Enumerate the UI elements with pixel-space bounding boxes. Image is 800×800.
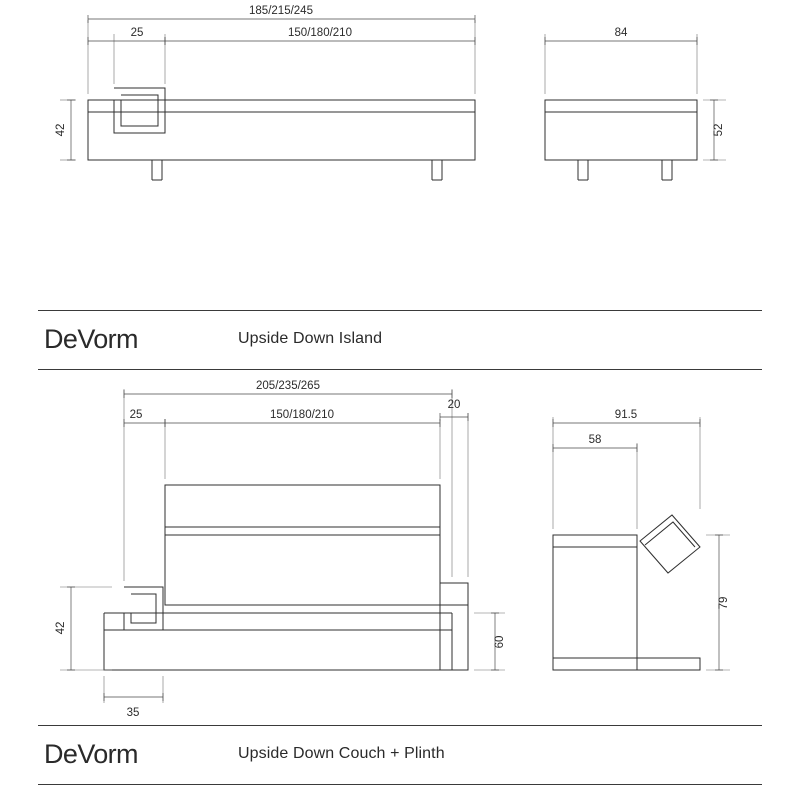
- svg-text:25: 25: [130, 27, 144, 39]
- svg-text:150/180/210: 150/180/210: [288, 27, 352, 39]
- caption-bar-island: [38, 310, 762, 370]
- svg-text:58: 58: [588, 434, 602, 446]
- brand-logo-devorm: DeVorm: [44, 324, 138, 354]
- caption-rule-top-2: [38, 725, 762, 726]
- svg-text:185/215/245: 185/215/245: [249, 5, 313, 17]
- couch-plinth-drawing: [0, 375, 800, 730]
- caption-rule-bottom: [38, 369, 762, 370]
- svg-text:150/180/210: 150/180/210: [270, 409, 334, 421]
- svg-text:205/235/265: 205/235/265: [256, 380, 320, 392]
- svg-text:20: 20: [447, 399, 461, 411]
- svg-text:35: 35: [126, 707, 140, 719]
- caption-rule-bottom-2: [38, 784, 762, 785]
- drawing-block-island: [0, 0, 800, 300]
- svg-text:79: 79: [718, 596, 730, 610]
- svg-text:25: 25: [129, 409, 143, 421]
- drawing-title-couch-plinth: Upside Down Couch + Plinth: [238, 745, 445, 762]
- drawing-block-couch-plinth: [0, 375, 800, 730]
- svg-text:84: 84: [614, 27, 628, 39]
- svg-text:60: 60: [494, 635, 506, 649]
- svg-text:52: 52: [713, 123, 725, 137]
- caption-rule-top: [38, 310, 762, 311]
- svg-text:42: 42: [55, 621, 67, 635]
- caption-bar-couch-plinth: [38, 725, 762, 785]
- drawing-title-island: Upside Down Island: [238, 330, 383, 347]
- brand-logo-devorm-2: DeVorm: [44, 739, 138, 769]
- island-drawing: [0, 0, 800, 300]
- svg-text:91.5: 91.5: [614, 409, 638, 421]
- svg-text:42: 42: [55, 123, 67, 137]
